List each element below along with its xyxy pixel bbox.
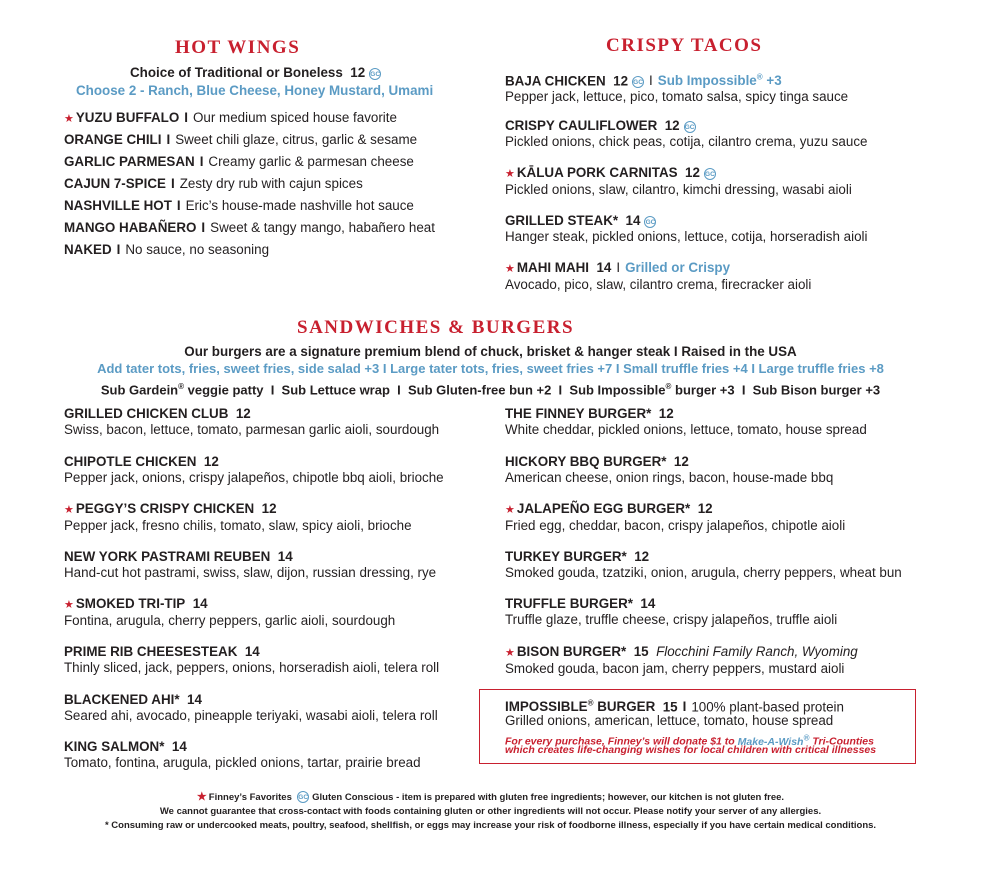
item-price: 12	[658, 406, 674, 421]
impossible-burger-desc: Grilled onions, american, lettuce, tomato, house spread	[505, 713, 834, 728]
item-desc: Pepper jack, lettuce, pico, tomato salsa, spicy tinga sauce	[505, 89, 849, 105]
item-desc: Pickled onions, slaw, cilantro, kimchi dressing, wasabi aioli	[505, 182, 852, 197]
gluten-conscious-icon: GC	[632, 76, 644, 88]
favorite-star-icon: ★	[505, 263, 515, 275]
item-desc: Fried egg, cheddar, bacon, crispy jalapeños, chipotle aioli	[505, 518, 846, 534]
item-name: JALAPEÑO EGG BURGER*	[516, 501, 691, 517]
item-desc: Thinly sliced, jack, peppers, onions, horseradish aioli, telera roll	[64, 660, 440, 675]
wing-sauce-item: GARLIC PARMESAN I Creamy garlic & parmesan cheese	[64, 154, 414, 169]
item-desc: Pepper jack, onions, crispy jalapeños, chipotle bbq aioli, brioche	[64, 469, 444, 485]
impossible-burger-heading: IMPOSSIBLE® BURGER 15 I 100% plant-based protein	[505, 699, 844, 715]
item-price: 14	[171, 739, 187, 755]
item-heading: ★ MAHI MAHI 14 I Grilled or Crispy	[505, 260, 731, 275]
item-heading	[505, 118, 867, 134]
substitutions: Sub Gardein® veggie patty I Sub Lettuce wrap I Sub Gluten-free bun +2 I Sub Impossible® burger +3 I Sub Bison burger +3	[100, 382, 881, 398]
item-name: BLACKENED AHI*	[64, 691, 180, 707]
wing-sauce-item: NAKED I No sauce, no seasoning	[64, 242, 270, 257]
wing-sauce-item: NASHVILLE HOT I Eric’s house-made nashville hot sauce	[64, 198, 414, 213]
item-desc: Hanger steak, pickled onions, lettuce, cotija, horseradish aioli	[505, 228, 868, 244]
gluten-conscious-icon: GC	[684, 121, 696, 133]
item-name: HICKORY BBQ BURGER*	[505, 453, 667, 469]
item-name: ORANGE CHILI	[64, 132, 162, 147]
favorite-star-icon: ★	[196, 791, 207, 803]
item-heading	[505, 406, 867, 422]
wing-sauce-item: ★ YUZU BUFFALO I Our medium spiced house favorite	[64, 110, 397, 125]
sandwich-item	[64, 692, 438, 724]
item-desc: White cheddar, pickled onions, lettuce, tomato, house spread	[505, 422, 867, 437]
item-price: 14	[244, 644, 260, 659]
item-heading	[64, 644, 439, 660]
item-name: TURKEY BURGER*	[505, 548, 627, 564]
item-heading	[64, 501, 412, 518]
item-price: 15	[633, 644, 649, 659]
favorite-star-icon: ★	[64, 504, 74, 517]
favorite-star-icon: ★	[64, 599, 74, 612]
item-name: KING SALMON*	[64, 739, 165, 755]
sandwich-item	[64, 739, 421, 771]
item-heading	[64, 406, 439, 422]
item-extra: Grilled or Crispy	[625, 260, 731, 275]
burger-item	[505, 549, 902, 581]
footer-allergy-note: We cannot guarantee that cross-contact with foods containing gluten or other ingredients will not occur. Please notify your server of any allergies.	[159, 806, 822, 817]
item-name: NASHVILLE HOT	[64, 198, 172, 213]
item-desc: Swiss, bacon, lettuce, tomato, parmesan garlic aioli, sourdough	[64, 422, 440, 437]
item-name: NAKED	[64, 242, 112, 257]
taco-item	[505, 213, 868, 245]
burger-item	[505, 501, 845, 534]
item-name: GARLIC PARMESAN	[64, 154, 195, 169]
crispy-tacos-title: CRISPY TACOS	[606, 35, 763, 56]
item-desc: Our medium spiced house favorite	[193, 110, 397, 125]
item-name: PRIME RIB CHEESESTEAK	[64, 644, 238, 659]
item-desc: Truffle glaze, truffle cheese, crispy jalapeños, truffle aioli	[505, 612, 838, 628]
item-price: 12	[613, 73, 629, 89]
wing-sauce-item: ORANGE CHILI I Sweet chili glaze, citrus, garlic & sesame	[64, 132, 418, 147]
item-price: 12	[235, 406, 251, 421]
item-name: TRUFFLE BURGER*	[505, 596, 633, 612]
favorite-star-icon: ★	[505, 168, 515, 180]
item-heading	[505, 165, 852, 182]
wings-intro: Choice of Traditional or Boneless 12 GC	[130, 65, 381, 80]
item-desc: Sweet & tangy mango, habañero heat	[210, 220, 435, 235]
item-desc: Pickled onions, chick peas, cotija, cilantro crema, yuzu sauce	[505, 133, 868, 149]
sides-addons: Add tater tots, fries, sweet fries, side salad +3 I Large tater tots, fries, sweet fries +7 I Small truffle fries +4 I Large truffle fries +8	[97, 361, 884, 376]
item-heading	[64, 596, 395, 613]
make-a-wish-promo: For every purchase, Finney’s will donate $1 to Make-A-Wish® Tri-Counties	[505, 733, 874, 748]
sandwich-item	[64, 549, 436, 581]
item-name: MANGO HABAÑERO	[64, 220, 197, 235]
item-heading	[64, 454, 444, 470]
taco-item	[505, 118, 867, 150]
taco-item	[505, 165, 852, 198]
item-price: 12	[697, 501, 713, 517]
item-extra: Flocchini Family Ranch, Wyoming	[656, 644, 858, 659]
item-name: CAJUN 7-SPICE	[64, 176, 166, 191]
make-a-wish-promo-2: which creates life-changing wishes for local children with critical illnesses	[505, 744, 877, 756]
item-heading	[505, 596, 837, 612]
item-name: CRISPY CAULIFLOWER	[505, 117, 658, 133]
item-name: MAHI MAHI	[516, 260, 590, 275]
sandwich-item	[64, 596, 395, 629]
item-desc: American cheese, onion rings, bacon, house-made bbq	[505, 469, 834, 485]
wing-sauce-item: CAJUN 7-SPICE I Zesty dry rub with cajun spices	[64, 176, 363, 191]
item-price: 14	[277, 548, 293, 564]
item-heading: BAJA CHICKEN 12 GC I Sub Impossible® +3	[505, 73, 782, 89]
item-desc: Pepper jack, fresno chilis, tomato, slaw, spicy aioli, brioche	[64, 518, 412, 534]
item-price: 12	[261, 501, 277, 517]
wings-choose-sauces: Choose 2 - Ranch, Blue Cheese, Honey Mustard, Umami	[76, 83, 434, 98]
item-name: NEW YORK PASTRAMI REUBEN	[64, 548, 271, 564]
footer-raw-warning: * Consuming raw or undercooked meats, poultry, seafood, shellfish, or eggs may increase your risk of foodborne illness, especially if you have certain medical conditions.	[104, 820, 877, 831]
sandwich-item	[64, 501, 412, 534]
item-price: 14	[192, 596, 208, 612]
sandwiches-title: SANDWICHES & BURGERS	[297, 317, 575, 338]
item-desc: Smoked gouda, bacon jam, cherry peppers, mustard aioli	[505, 661, 845, 676]
item-desc: Avocado, pico, slaw, cilantro crema, firecracker aioli	[505, 277, 812, 292]
item-name: GRILLED CHICKEN CLUB	[64, 406, 229, 421]
item-name: THE FINNEY BURGER*	[505, 406, 652, 421]
item-name: GRILLED STEAK*	[505, 212, 619, 228]
item-heading	[505, 501, 845, 518]
item-price: 12	[673, 453, 689, 469]
impossible-burger-box	[479, 689, 916, 764]
item-name: CHIPOTLE CHICKEN	[64, 453, 197, 469]
hot-wings-title: HOT WINGS	[175, 37, 301, 58]
item-name: SMOKED TRI-TIP	[75, 596, 186, 612]
item-price: 12	[634, 548, 650, 564]
burger-item	[505, 596, 837, 628]
item-price: 14	[187, 691, 202, 707]
favorite-star-icon: ★	[64, 113, 74, 125]
item-extra: Sub Impossible® +3	[657, 73, 782, 89]
item-price: 12	[203, 453, 219, 469]
item-desc: Creamy garlic & parmesan cheese	[208, 154, 414, 169]
gluten-conscious-icon: GC	[369, 68, 381, 80]
item-desc: Zesty dry rub with cajun spices	[179, 176, 363, 191]
item-price: 14	[596, 260, 612, 275]
wing-sauce-item: MANGO HABAÑERO I Sweet & tangy mango, habañero heat	[64, 220, 435, 235]
item-price: 14	[625, 212, 641, 228]
item-name: PEGGY’S CRISPY CHICKEN	[75, 501, 255, 517]
item-desc: Eric’s house-made nashville hot sauce	[185, 198, 414, 213]
item-heading	[64, 739, 421, 755]
gluten-conscious-icon: GC	[297, 791, 309, 803]
favorite-star-icon: ★	[505, 504, 515, 517]
item-price: 12	[685, 165, 700, 180]
gluten-conscious-icon: GC	[644, 216, 656, 228]
taco-item	[505, 260, 811, 293]
item-heading	[64, 692, 438, 708]
item-price: 14	[640, 596, 656, 612]
item-desc: Hand-cut hot pastrami, swiss, slaw, dijon, russian dressing, rye	[64, 564, 437, 580]
item-name: KĀLUA PORK CARNITAS	[516, 165, 678, 180]
burger-item	[505, 406, 867, 438]
taco-item	[505, 70, 848, 105]
burger-blend-note: Our burgers are a signature premium blend of chuck, brisket & hanger steak I Raised in the USA	[184, 344, 797, 359]
footer-legend: ★ Finney’s Favorites GC Gluten Conscious - item is prepared with gluten free ingredients; however, our kitchen is not gluten free.	[196, 791, 785, 803]
item-price: 12	[664, 117, 680, 133]
sandwich-item	[64, 644, 439, 676]
item-heading	[505, 213, 868, 229]
item-desc: Fontina, arugula, cherry peppers, garlic aioli, sourdough	[64, 613, 396, 629]
burger-item	[505, 454, 833, 486]
item-heading	[505, 454, 833, 470]
item-desc: Smoked gouda, tzatziki, onion, arugula, cherry peppers, wheat bun	[505, 564, 902, 580]
item-name: YUZU BUFFALO	[75, 110, 180, 125]
item-name: BISON BURGER*	[516, 644, 627, 659]
item-desc: Sweet chili glaze, citrus, garlic & sesame	[175, 132, 418, 147]
gluten-conscious-icon: GC	[704, 168, 716, 180]
sandwich-item	[64, 454, 444, 486]
sandwich-item	[64, 406, 439, 438]
item-desc: Tomato, fontina, arugula, pickled onions, tartar, prairie bread	[64, 755, 421, 771]
item-desc: Seared ahi, avocado, pineapple teriyaki, wasabi aioli, telera roll	[64, 707, 438, 723]
item-name: BAJA CHICKEN	[505, 73, 606, 89]
item-heading	[505, 644, 858, 661]
item-desc: No sauce, no seasoning	[125, 242, 270, 257]
item-heading	[64, 549, 436, 565]
favorite-star-icon: ★	[505, 647, 515, 659]
burger-item	[505, 644, 858, 677]
item-heading	[505, 549, 902, 565]
